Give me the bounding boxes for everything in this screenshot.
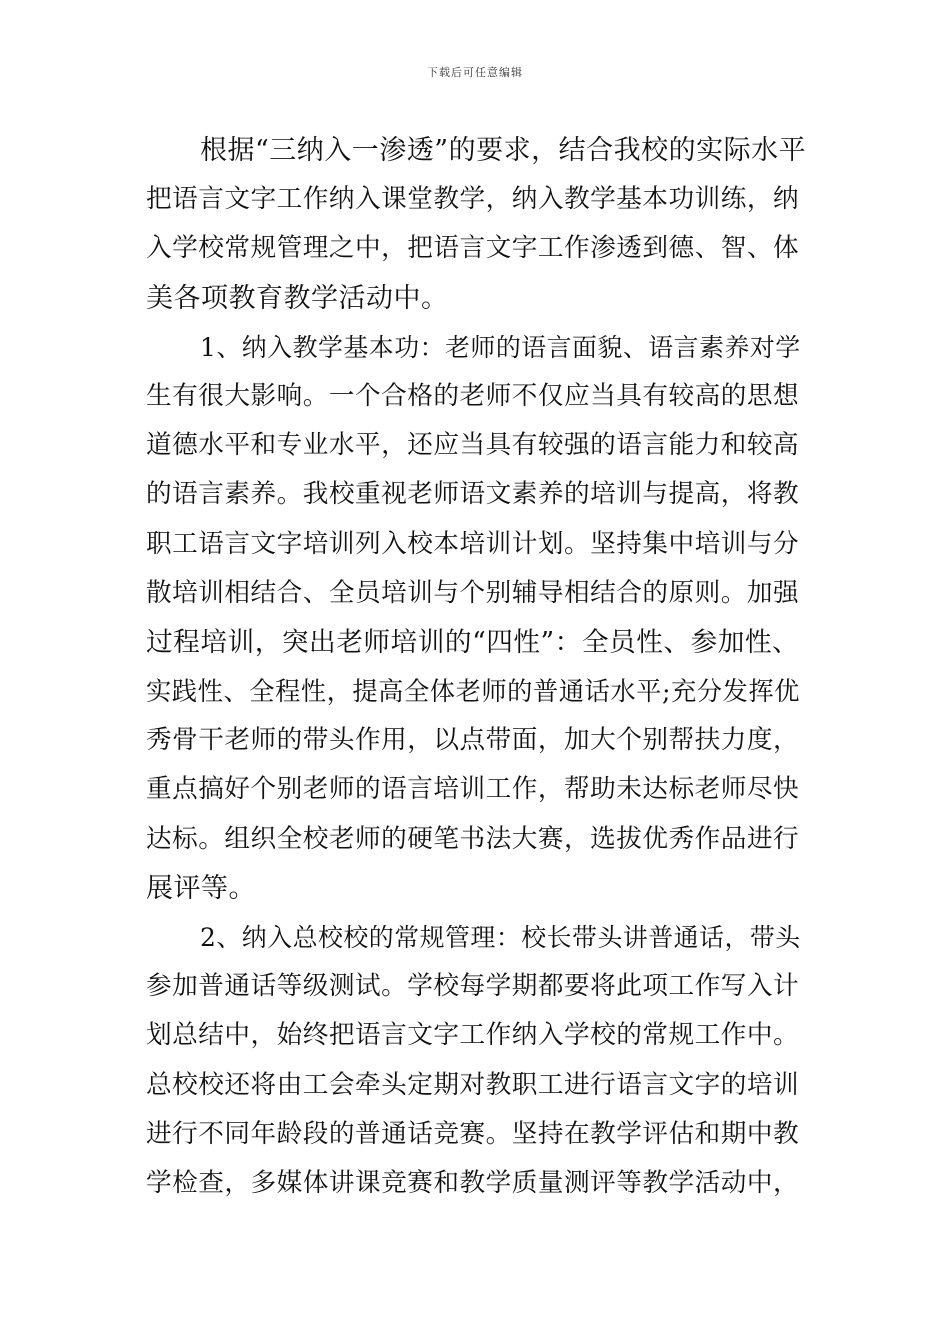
- text-line: 的语言素养。我校重视老师语文素养的培训与提高，将教: [146, 479, 800, 510]
- text-line: 散培训相结合、全员培训与个别辅导相结合的原则。加强: [146, 577, 800, 608]
- text-line: 美各项教育教学活动中。: [146, 282, 449, 314]
- text-line: 进行不同年龄段的普通话竞赛。坚持在教学评估和期中教: [146, 1118, 800, 1149]
- text-line: 秀骨干老师的带头作用，以点带面，加大个别帮扶力度，: [146, 725, 800, 756]
- text-line: 总校校还将由工会牵头定期对教职工进行语言文字的培训: [146, 1069, 800, 1100]
- text-line: 重点搞好个别老师的语言培训工作，帮助未达标老师尽快: [146, 774, 800, 805]
- text-line: 职工语言文字培训列入校本培训计划。坚持集中培训与分: [146, 528, 800, 559]
- text-line: 过程培训，突出老师培训的“四性”：全员性、参加性、: [146, 626, 800, 658]
- text-line: 2、纳入总校校的常规管理：校长带头讲普通话，带头: [200, 923, 801, 952]
- text-line: 根据“三纳入一渗透”的要求，结合我校的实际水平: [200, 135, 807, 166]
- text-line: 展评等。: [146, 872, 256, 904]
- text-line: 道德水平和专业水平，还应当具有较强的语言能力和较高: [146, 430, 800, 461]
- text-line: 实践性、全程性，提高全体老师的普通话水平;充分发挥优: [146, 677, 800, 707]
- text-line: 参加普通话等级测试。学校每学期都要将此项工作写入计: [146, 971, 800, 1002]
- text-line: 学检查，多媒体讲课竞赛和教学质量测评等教学活动中，: [146, 1167, 800, 1198]
- text-line: 把语言文字工作纳入课堂教学，纳入教学基本功训练，纳: [146, 184, 800, 215]
- document-body: [146, 126, 806, 1208]
- text-line: 1、纳入教学基本功：老师的语言面貌、语言素养对学: [200, 332, 801, 362]
- text-line: 生有很大影响。一个合格的老师不仅应当具有较高的思想: [146, 380, 800, 411]
- page-header: 下载后可任意编辑: [427, 66, 523, 79]
- text-line: 划总结中，始终把语言文字工作纳入学校的常规工作中。: [146, 1020, 800, 1051]
- text-line: 达标。组织全校老师的硬笔书法大赛，选拔优秀作品进行: [146, 823, 800, 854]
- text-line: 入学校常规管理之中，把语言文字工作渗透到德、智、体: [146, 233, 800, 264]
